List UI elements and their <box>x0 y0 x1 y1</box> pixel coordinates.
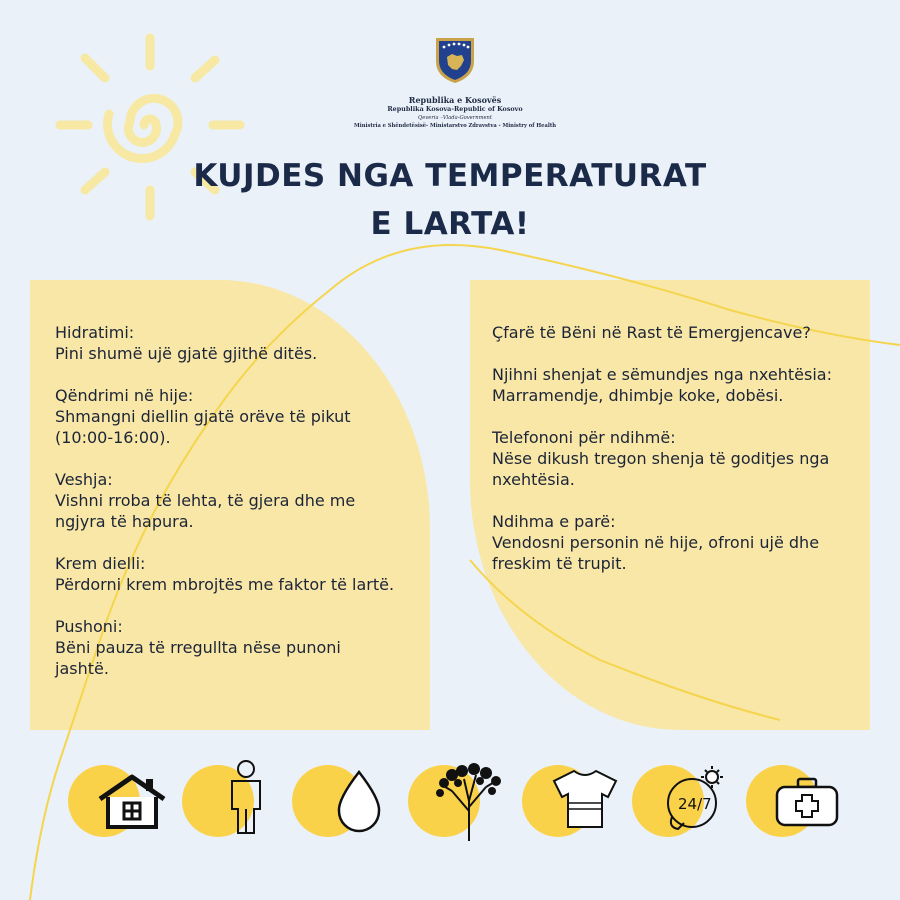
left-tips-list <box>55 322 395 700</box>
emergency-heading: Çfarë të Bëni në Rast të Emergjencave? <box>492 323 811 342</box>
title-line-1: KUJDES NGA TEMPERATURAT <box>193 158 707 194</box>
tip-heading: Njihni shenjat e sëmundjes nga nxehtësia: <box>492 365 832 384</box>
tip-sunscreen <box>55 553 395 595</box>
tshirt-icon-circle <box>522 765 594 837</box>
tip-body: Bëni pauza të rregullta nëse punoni jashtë. <box>55 638 341 678</box>
tip-body: Vishni rroba të lehta, të gjera dhe me ngjyra të hapura. <box>55 491 356 531</box>
house-icon-circle <box>68 765 140 837</box>
tip-body: Pini shumë ujë gjatë gjithë ditës. <box>55 344 318 363</box>
tree-icon <box>434 761 504 841</box>
tip-heading: Ndihma e parë: <box>492 512 616 531</box>
tip-body: Nëse dikush tregon shenja të goditjes nga nxehtësia. <box>492 449 830 489</box>
tree-icon-circle <box>408 765 480 837</box>
tip-heading: Veshja: <box>55 470 113 489</box>
first-aid-kit-icon-circle <box>746 765 818 837</box>
water-drop-icon-circle <box>292 765 364 837</box>
phone-24-7-icon-circle <box>632 765 712 837</box>
title-line-2: E LARTA! <box>370 206 530 242</box>
tip-heading: Hidratimi: <box>55 323 135 342</box>
tip-hydration <box>55 322 395 364</box>
tip-heading: Krem dielli: <box>55 554 146 573</box>
tip-heading: Telefononi për ndihmë: <box>492 428 676 447</box>
tip-body: Shmangni diellin gjatë orëve të pikut (10:00-16:00). <box>55 407 351 447</box>
tip-body: Marramendje, dhimbje koke, dobësi. <box>492 386 784 405</box>
house-icon <box>96 773 168 833</box>
tip-body: Vendosni personin në hije, ofroni ujë dhe freskim të trupit. <box>492 533 820 573</box>
tip-rest <box>55 616 395 679</box>
person-icon <box>226 759 266 839</box>
tip-body: Përdorni krem mbrojtës me faktor të lartë. <box>55 575 395 594</box>
person-icon-circle <box>182 765 254 837</box>
logo-line-2: Republika Kosova-Republic of Kosovo <box>387 105 523 113</box>
logo-line-1: Republika e Kosovës <box>408 95 502 105</box>
tip-call-for-help <box>492 427 867 490</box>
tip-shade <box>55 385 395 448</box>
first-aid-kit-icon <box>774 777 840 829</box>
tip-heading: Qëndrimi në hije: <box>55 386 194 405</box>
phone-24-7-label: 24/7 <box>678 795 712 813</box>
tip-clothing <box>55 469 395 532</box>
logo-line-4: Ministria e Shëndetësisë- Ministarstvo Zdravstva - Ministry of Health <box>353 123 556 129</box>
logo-line-3: Qeveria –Vlada-Government <box>418 115 492 121</box>
tip-heading: Pushoni: <box>55 617 123 636</box>
phone-24-7-icon <box>660 765 730 835</box>
tip-heat-illness-signs <box>492 364 867 406</box>
right-tips-list <box>492 322 867 595</box>
tshirt-icon <box>552 767 618 831</box>
tip-first-aid <box>492 511 867 574</box>
water-drop-icon <box>334 769 384 833</box>
